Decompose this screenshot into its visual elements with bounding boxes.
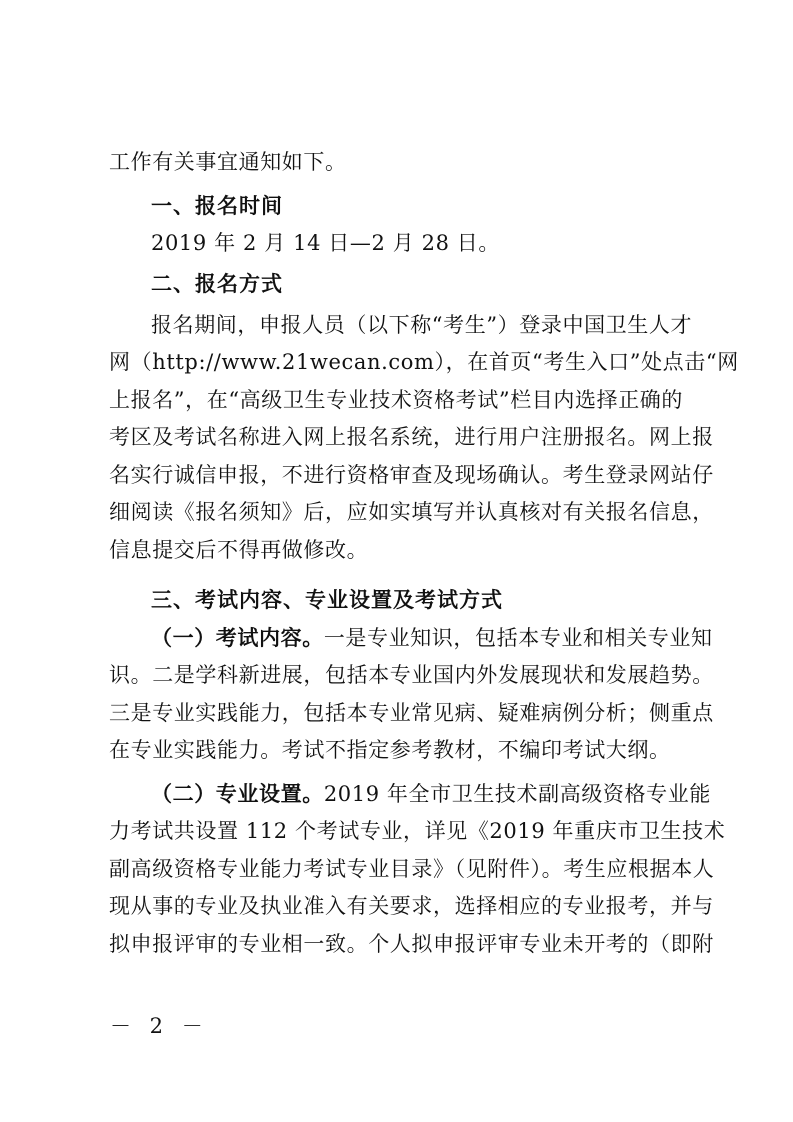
- specialty-text: 2019 年全市卫生技术副高级资格专业能: [323, 782, 711, 806]
- exam-content-line-1: [151, 622, 713, 654]
- method-line-1: 报名期间，申报人员（以下称“考生”）登录中国卫生人才: [151, 313, 693, 337]
- section-heading-registration-time: 一、报名时间: [151, 194, 283, 218]
- specialty-line-5: 拟申报评审的专业相一致。个人拟申报评审专业未开考的（即附: [109, 932, 714, 956]
- exam-content-line-3: 三是专业实践能力，包括本专业常见病、疑难病例分析；侧重点: [109, 701, 714, 725]
- method-line-2: 网（http://www.21wecan.com），在首页“考生入口”处点击“网: [109, 350, 739, 374]
- method-line-4: 考区及考试名称进入网上报名系统，进行用户注册报名。网上报: [109, 425, 714, 449]
- method-line-3: 上报名”，在“高级卫生专业技术资格考试”栏目内选择正确的: [109, 388, 684, 412]
- section-heading-exam-content: 三、考试内容、专业设置及考试方式: [151, 588, 503, 612]
- registration-date-line: 2019 年 2 月 14 日—2 月 28 日。: [151, 231, 501, 255]
- method-line-5: 名实行诚信申报，不进行资格审查及现场确认。考生登录网站仔: [109, 463, 714, 487]
- page-number: － 2 －: [110, 1014, 209, 1038]
- specialty-line-1: [151, 778, 711, 810]
- exam-content-label: （一）考试内容。: [151, 626, 324, 650]
- specialty-label: （二）专业设置。: [151, 782, 324, 806]
- specialty-line-3: 副高级资格专业能力考试专业目录》（见附件）。考生应根据本人: [109, 857, 715, 881]
- specialty-line-2: 力考试共设置 112 个考试专业，详见《2019 年重庆市卫生技术: [109, 819, 726, 843]
- method-line-7: 信息提交后不得再做修改。: [109, 538, 369, 562]
- exam-content-text: 一是专业知识，包括本专业和相关专业知: [323, 626, 713, 650]
- method-line-6: 细阅读《报名须知》后，应如实填写并认真核对有关报名信息，: [109, 500, 714, 524]
- section-heading-registration-method: 二、报名方式: [151, 272, 283, 296]
- exam-content-line-4: 在专业实践能力。考试不指定参考教材，不编印考试大纲。: [109, 738, 671, 762]
- intro-line: 工作有关事宜通知如下。: [109, 150, 347, 174]
- specialty-line-4: 现从事的专业及执业准入有关要求，选择相应的专业报考，并与: [109, 894, 714, 918]
- exam-content-line-2: 识。二是学科新进展，包括本专业国内外发展现状和发展趋势。: [109, 663, 714, 687]
